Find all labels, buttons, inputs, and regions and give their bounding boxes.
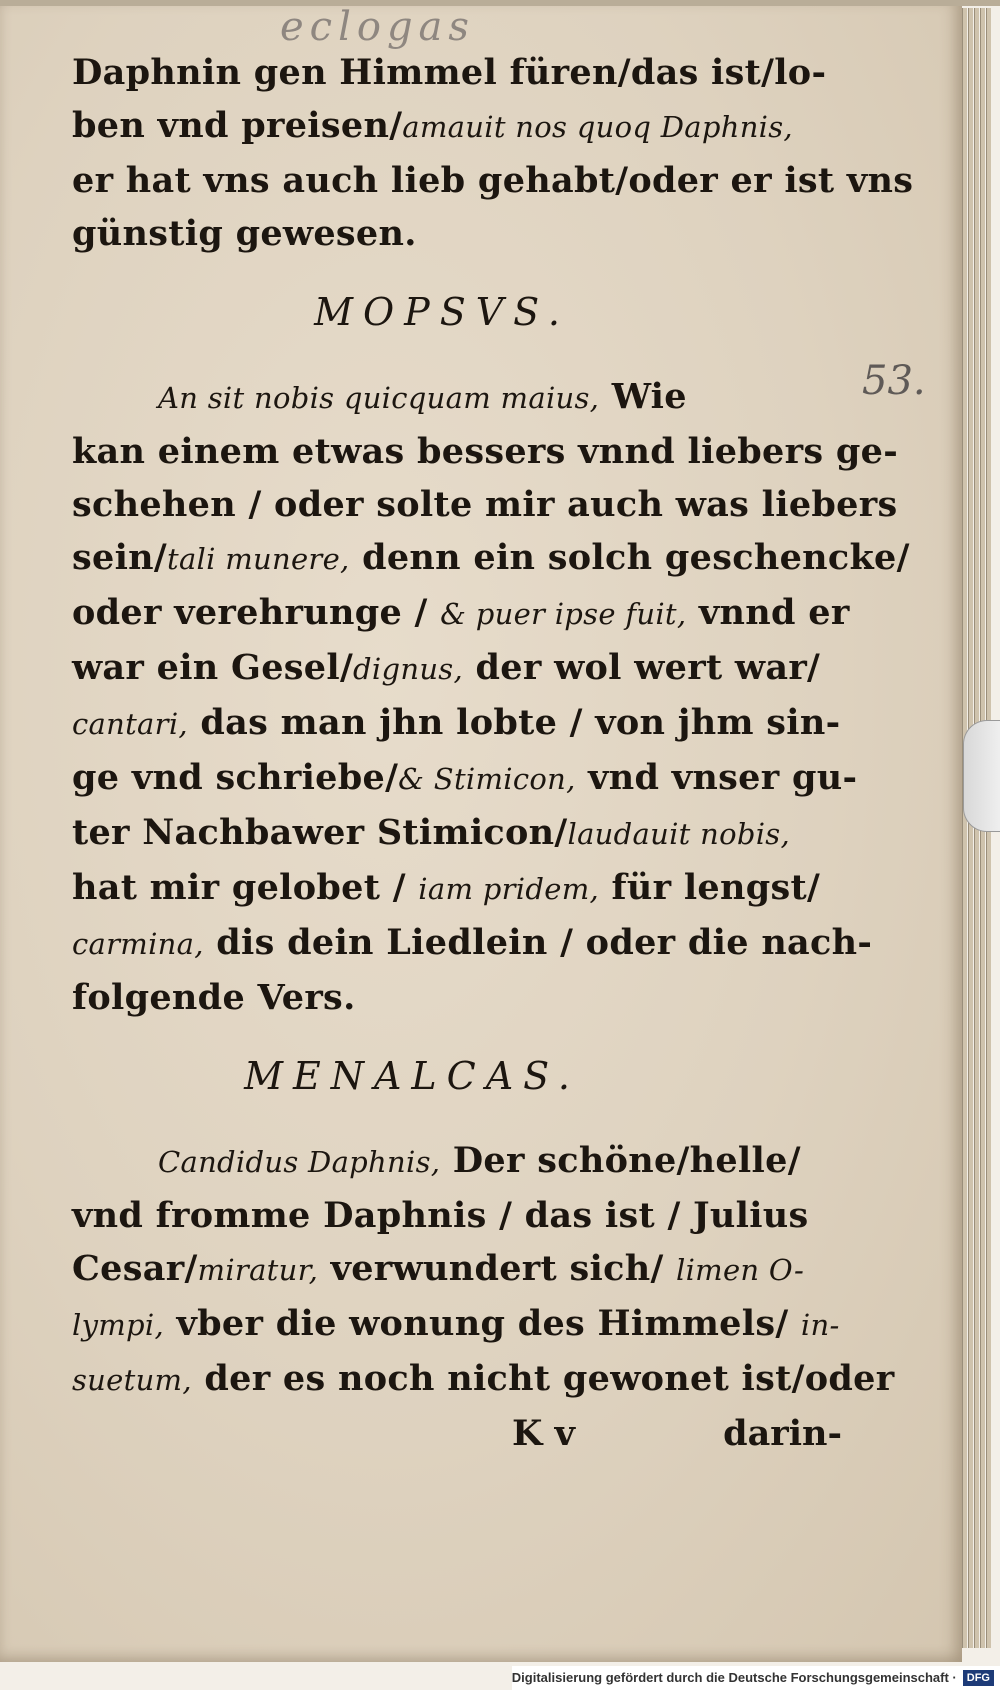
- text-line: [72, 478, 898, 531]
- fraktur-text: der es noch nicht gewonet ist/oder: [191, 1358, 895, 1399]
- page-tab-marker: [963, 720, 1000, 832]
- text-line: [72, 531, 910, 586]
- latin-text: iam pridem,: [418, 872, 600, 906]
- text-line: [72, 971, 852, 1024]
- latin-text: laudauit nobis,: [567, 817, 791, 851]
- latin-text: amauit nos quoq Daphnis,: [402, 110, 793, 144]
- latin-text: & puer ipse fuit,: [440, 597, 687, 631]
- fraktur-text: denn ein solch geschencke/: [349, 537, 910, 578]
- fraktur-text: der wol wert war/: [463, 647, 821, 688]
- latin-text: suetum,: [72, 1363, 192, 1397]
- text-line: [72, 751, 858, 806]
- text-line: [72, 696, 852, 751]
- catchword: darin-: [723, 1413, 842, 1454]
- text-line: [72, 916, 873, 971]
- text-line: [72, 1134, 852, 1189]
- fraktur-text: er hat vns auch lieb gehabt/oder er ist vns: [72, 160, 914, 201]
- speaker-heading-mopsus: MOPSVS.: [314, 290, 570, 334]
- text-line: [72, 425, 899, 478]
- fraktur-text: schehen / oder solte mir auch was liebers: [72, 484, 898, 525]
- signature-line: [72, 1407, 852, 1460]
- fraktur-text: ge vnd schriebe/: [72, 757, 399, 798]
- fraktur-text: Wie: [599, 376, 687, 417]
- latin-text: An sit nobis quicquam maius,: [158, 381, 600, 415]
- fraktur-text: vber die wonung des Himmels/: [164, 1303, 801, 1344]
- text-line: [72, 861, 852, 916]
- text-line: [72, 99, 852, 154]
- leaf-edge: [968, 8, 973, 1648]
- latin-text: carmina,: [72, 927, 204, 961]
- text-line: [72, 641, 852, 696]
- fraktur-text: oder verehrunge /: [72, 592, 441, 633]
- latin-text: Candidus Daphnis,: [158, 1145, 441, 1179]
- text-line: [72, 806, 852, 861]
- fraktur-text: günstig gewesen.: [72, 213, 417, 254]
- latin-text: lympi,: [72, 1308, 165, 1342]
- fraktur-text: kan einem etwas bessers vnnd liebers ge-: [72, 431, 899, 472]
- latin-text: miratur,: [197, 1253, 319, 1287]
- digitization-credit: [512, 1666, 1000, 1690]
- fraktur-text: verwundert sich/: [318, 1248, 677, 1289]
- fraktur-text: hat mir gelobet /: [72, 867, 419, 908]
- fraktur-text: Daphnin gen Himmel füren/das ist/lo-: [72, 52, 827, 93]
- latin-text: tali munere,: [167, 542, 350, 576]
- text-line: [72, 154, 914, 207]
- fraktur-text: Cesar/: [72, 1248, 198, 1289]
- latin-text: limen O-: [676, 1253, 805, 1287]
- text-line: [72, 1297, 852, 1352]
- fraktur-text: sein/: [72, 537, 167, 578]
- text-line: [72, 1242, 852, 1297]
- fraktur-text: folgende Vers.: [72, 977, 356, 1018]
- fraktur-text: das man jhn lobte / von jhm sin-: [187, 702, 841, 743]
- handwritten-note-top: eclogas: [280, 4, 475, 50]
- fraktur-text: dis dein Liedlein / oder die nach-: [203, 922, 873, 963]
- fraktur-text: Der schöne/helle/: [440, 1140, 801, 1181]
- fraktur-text: vnd vnser gu-: [575, 757, 858, 798]
- latin-text: dignus,: [353, 652, 464, 686]
- handwritten-page-number: 53.: [862, 358, 926, 404]
- latin-text: cantari,: [72, 707, 188, 741]
- latin-text: & Stimicon,: [398, 762, 576, 796]
- fraktur-text: vnnd er: [686, 592, 850, 633]
- text-line: [72, 207, 852, 260]
- speaker-heading-menalcas: MENALCAS.: [244, 1054, 580, 1098]
- page-top-edge: [0, 0, 1000, 6]
- text-line: [72, 46, 852, 99]
- fraktur-text: war ein Gesel/: [72, 647, 354, 688]
- fraktur-text: vnd fromme Daphnis / das ist / Julius: [72, 1195, 809, 1236]
- text-line: [72, 370, 852, 425]
- leaf-edge: [962, 8, 967, 1648]
- signature-mark: K v: [512, 1413, 575, 1454]
- dfg-logo: DFG: [963, 1670, 994, 1686]
- fraktur-text: ben vnd preisen/: [72, 105, 403, 146]
- fraktur-text: ter Nachbawer Stimicon/: [72, 812, 568, 853]
- text-line: [72, 586, 852, 641]
- text-line: [72, 1352, 895, 1407]
- text-line: [72, 1189, 852, 1242]
- latin-text: in-: [800, 1308, 840, 1342]
- credit-text: Digitalisierung gefördert durch die Deutsche Forschungsgemeinschaft ·: [511, 1670, 957, 1685]
- fraktur-text: für lengst/: [599, 867, 821, 908]
